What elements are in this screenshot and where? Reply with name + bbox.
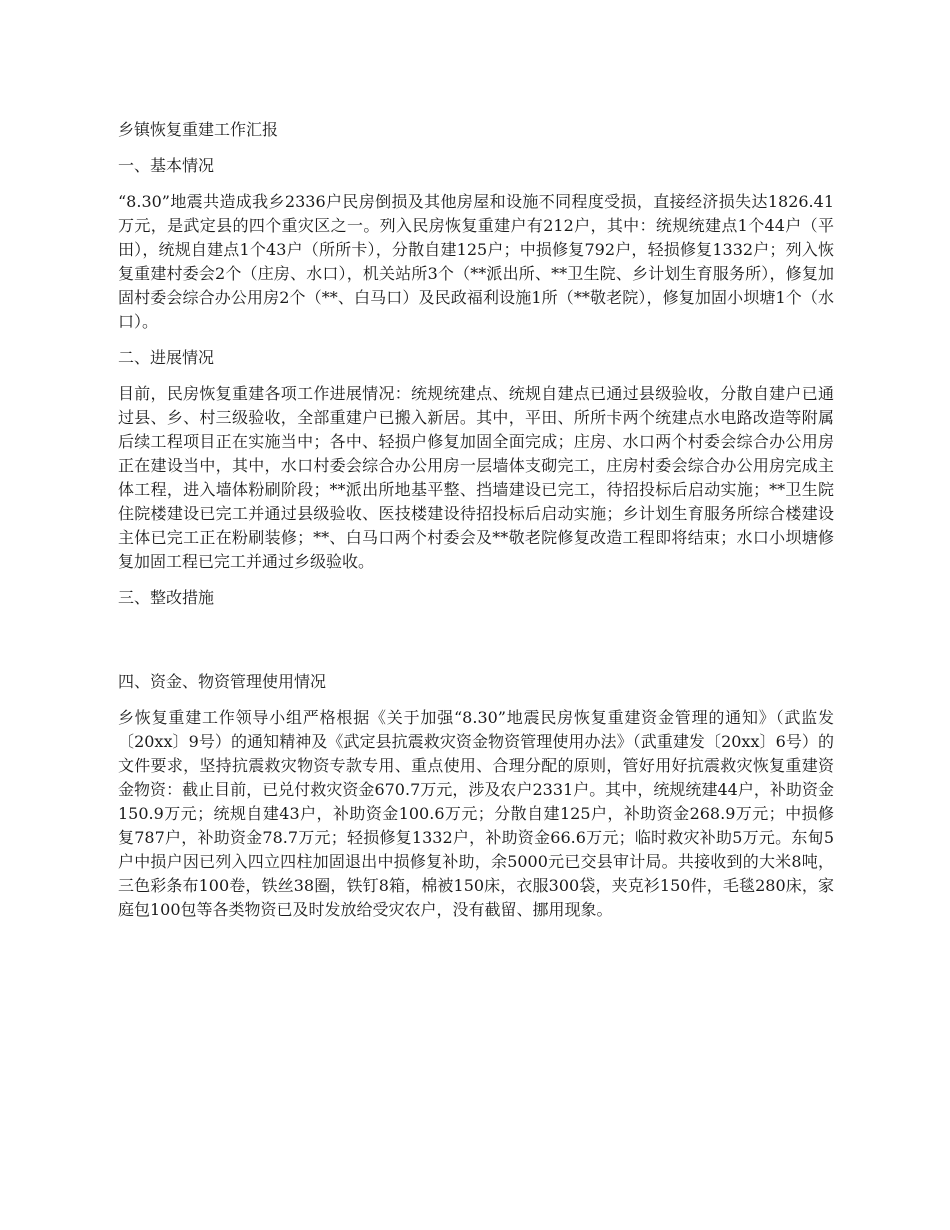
section-heading-progress: 二、进展情况 (118, 348, 215, 367)
section-heading-rectification: 三、整改措施 (118, 588, 215, 607)
document-title: 乡镇恢复重建工作汇报 (118, 120, 279, 139)
document-page (118, 118, 834, 934)
section-body-progress: 目前，民房恢复重建各项工作进展情况：统规统建点、统规自建点已通过县级验收，分散自建户已通过县、乡、村三级验收，全部重建户已搬入新居。其中，平田、所所卡两个统建点水电路改造等附属后续工程项目正在实施当中；各中、轻损户修复加固全面完成；庄房、水口两个村委会综合办公用房正在建设当中，其中，水口村委会综合办公用房一层墙体支砌完工，庄房村委会综合办公用房完成主体工程，进入墙体粉刷阶段；**派出所地基平整、挡墙建设已完工，待招投标后启动实施；**卫生院住院楼建设已完工并通过县级验收、医技楼建设待招投标后启动实施；乡计划生育服务所综合楼建设主体已完工正在粉刷装修；**、白马口两个村委会及**敬老院修复改造工程即将结束；水口小坝塘修复加固工程已完工并通过乡级验收。 (118, 384, 834, 571)
section-heading-funds: 四、资金、物资管理使用情况 (118, 672, 327, 691)
section-body-funds: 乡恢复重建工作领导小组严格根据《关于加强“8.30”地震民房恢复重建资金管理的通知》（武监发〔20xx〕9号）的通知精神及《武定县抗震救灾资金物资管理使用办法》（武重建发〔20xx〕6号）的文件要求，坚持抗震救灾物资专款专用、重点使用、合理分配的原则，管好用好抗震救灾恢复重建资金物资：截止目前，已兑付救灾资金670.7万元，涉及农户2331户。其中，统规统建44户，补助资金150.9万元；统规自建43户，补助资金100.6万元；分散自建125户，补助资金268.9万元；中损修复787户，补助资金78.7万元；轻损修复1332户，补助资金66.6万元；临时救灾补助5万元。东甸5户中损户因已列入四立四柱加固退出中损修复补助，余5000元已交县审计局。共接收到的大米8吨，三色彩条布100卷，铁丝38圈，铁钉8箱，棉被150床，衣服300袋，夹克衫150件，毛毯280床，家庭包100包等各类物资已及时发放给受灾农户，没有截留、挪用现象。 (118, 708, 834, 919)
section-body-basic-info: “8.30”地震共造成我乡2336户民房倒损及其他房屋和设施不同程度受损，直接经济损失达1826.41万元，是武定县的四个重灾区之一。列入民房恢复重建户有212户，其中：统规统建点1个44户（平田），统规自建点1个43户（所所卡），分散自建125户；中损修复792户，轻损修复1332户；列入恢复重建村委会2个（庄房、水口），机关站所3个（**派出所、**卫生院、乡计划生育服务所），修复加固村委会综合办公用房2个（**、白马口）及民政福利设施1所（**敬老院），修复加固小坝塘1个（水口）。 (118, 192, 834, 331)
section-body-rectification (118, 622, 834, 670)
section-heading-basic-info: 一、基本情况 (118, 156, 215, 175)
